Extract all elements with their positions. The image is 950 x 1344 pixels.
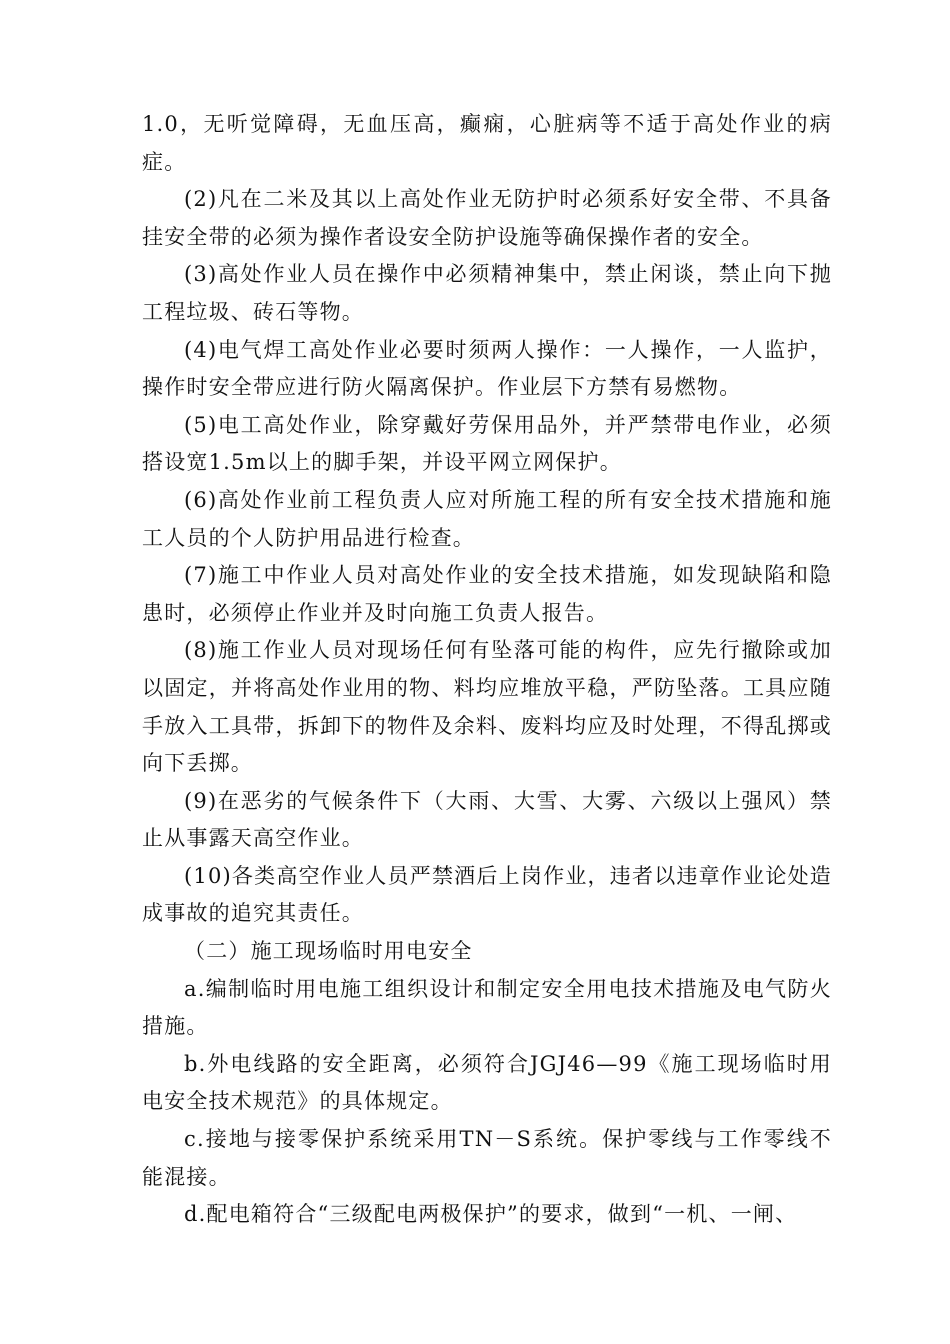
paragraph-3: (3)高处作业人员在操作中必须精神集中，禁止闲谈，禁止向下抛工程垃圾、砖石等物。 [142, 262, 832, 324]
item-c: c.接地与接零保护系统采用TN－S系统。保护零线与工作零线不能混接。 [142, 1127, 832, 1189]
paragraph-10: (10)各类高空作业人员严禁酒后上岗作业，违者以违章作业论处造成事故的追究其责任。 [142, 863, 832, 926]
item-d: d.配电箱符合“三级配电两极保护”的要求，做到“一机、一闸、 [184, 1202, 798, 1227]
paragraph-2: (2)凡在二米及其以上高处作业无防护时必须系好安全带、不具备挂安全带的必须为操作者设安全防护设施等确保操作者的安全。 [142, 187, 832, 249]
item-b: b.外电线路的安全距离，必须符合JGJ46—99《施工现场临时用电安全技术规范》的具体规定。 [142, 1051, 832, 1114]
paragraph-8: (8)施工作业人员对现场任何有坠落可能的构件，应先行撤除或加以固定，并将高处作业用的物、料均应堆放平稳，严防坠落。工具应随手放入工具带，拆卸下的物件及余料、废料均应及时处理，不得乱掷或向下丢掷。 [142, 638, 832, 776]
paragraph-1: 1.0，无听觉障碍，无血压高，癫痫，心脏病等不适于高处作业的病症。 [142, 112, 832, 174]
paragraph-6: (6)高处作业前工程负责人应对所施工程的所有安全技术措施和施工人员的个人防护用品进行检查。 [142, 487, 832, 550]
paragraph-9: (9)在恶劣的气候条件下（大雨、大雪、大雾、六级以上强风）禁止从事露天高空作业。 [142, 788, 832, 851]
paragraph-5: (5)电工高处作业，除穿戴好劳保用品外，并严禁带电作业，必须搭设宽1.5m以上的脚手架，并设平网立网保护。 [142, 412, 832, 475]
document-body [142, 106, 832, 1234]
paragraph-4: (4)电气焊工高处作业必要时须两人操作：一人操作，一人监护，操作时安全带应进行防火隔离保护。作业层下方禁有易燃物。 [142, 337, 832, 400]
section-heading: （二）施工现场临时用电安全 [184, 939, 473, 964]
paragraph-7: (7)施工中作业人员对高处作业的安全技术措施，如发现缺陷和隐患时，必须停止作业并及时向施工负责人报告。 [142, 563, 832, 625]
item-a: a.编制临时用电施工组织设计和制定安全用电技术措施及电气防火措施。 [142, 976, 832, 1039]
